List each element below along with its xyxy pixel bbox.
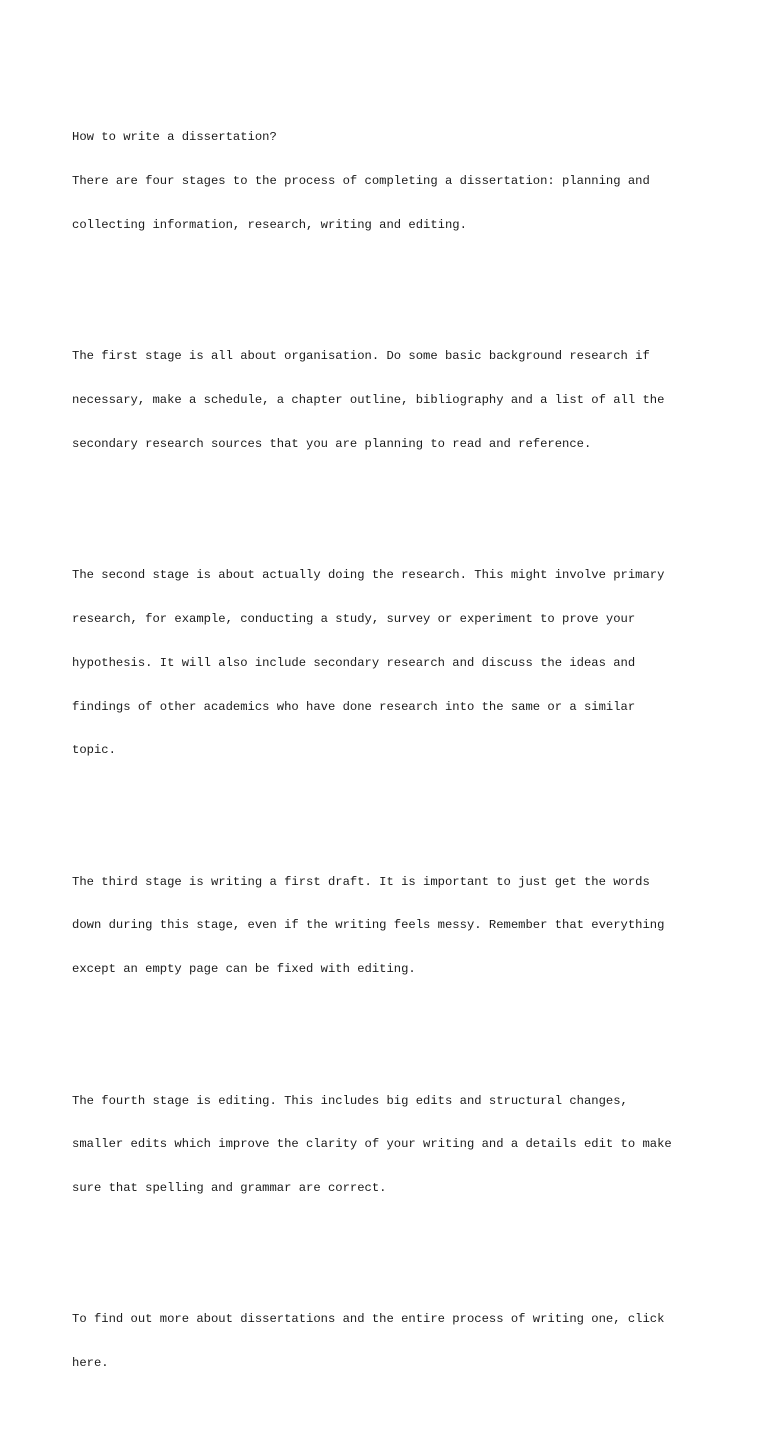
paragraph-line: smaller edits which improve the clarity of your writing and a details edit to make: [72, 1137, 672, 1152]
paragraph-line: research, for example, conducting a study, survey or experiment to prove your: [72, 611, 636, 626]
document-title: How to write a dissertation?: [72, 130, 277, 145]
paragraph-line: hypothesis. It will also include secondary research and discuss the ideas and: [72, 655, 636, 670]
paragraph-line: sure that spelling and grammar are correct.: [72, 1181, 387, 1196]
paragraph-line: except an empty page can be fixed with editing.: [72, 962, 416, 977]
paragraph-line: necessary, make a schedule, a chapter outline, bibliography and a list of all the: [72, 393, 665, 408]
paragraph-line: collecting information, research, writing and editing.: [72, 217, 467, 232]
closing-paragraph: [72, 1283, 702, 1400]
second-stage-paragraph: [72, 539, 702, 787]
paragraph-line: here.: [72, 1356, 109, 1371]
paragraph-line: To find out more about dissertations and the entire process of writing one, click: [72, 1312, 665, 1327]
paragraph-line: findings of other academics who have done research into the same or a similar: [72, 699, 636, 714]
paragraph-line: The second stage is about actually doing the research. This might involve primary: [72, 568, 665, 583]
first-stage-paragraph: [72, 320, 702, 481]
paragraph-line: There are four stages to the process of completing a dissertation: planning and: [72, 174, 650, 189]
paragraph-line: topic.: [72, 743, 116, 758]
intro-paragraph: [72, 101, 702, 262]
paragraph-line: secondary research sources that you are planning to read and reference.: [72, 436, 592, 451]
paragraph-line: The fourth stage is editing. This includes big edits and structural changes,: [72, 1093, 628, 1108]
document-body: [72, 72, 702, 1429]
third-stage-paragraph: [72, 845, 702, 1006]
fourth-stage-paragraph: [72, 1064, 702, 1225]
paragraph-line: down during this stage, even if the writing feels messy. Remember that everything: [72, 918, 665, 933]
paragraph-line: The first stage is all about organisation. Do some basic background research if: [72, 349, 650, 364]
paragraph-line: The third stage is writing a first draft. It is important to just get the words: [72, 874, 650, 889]
